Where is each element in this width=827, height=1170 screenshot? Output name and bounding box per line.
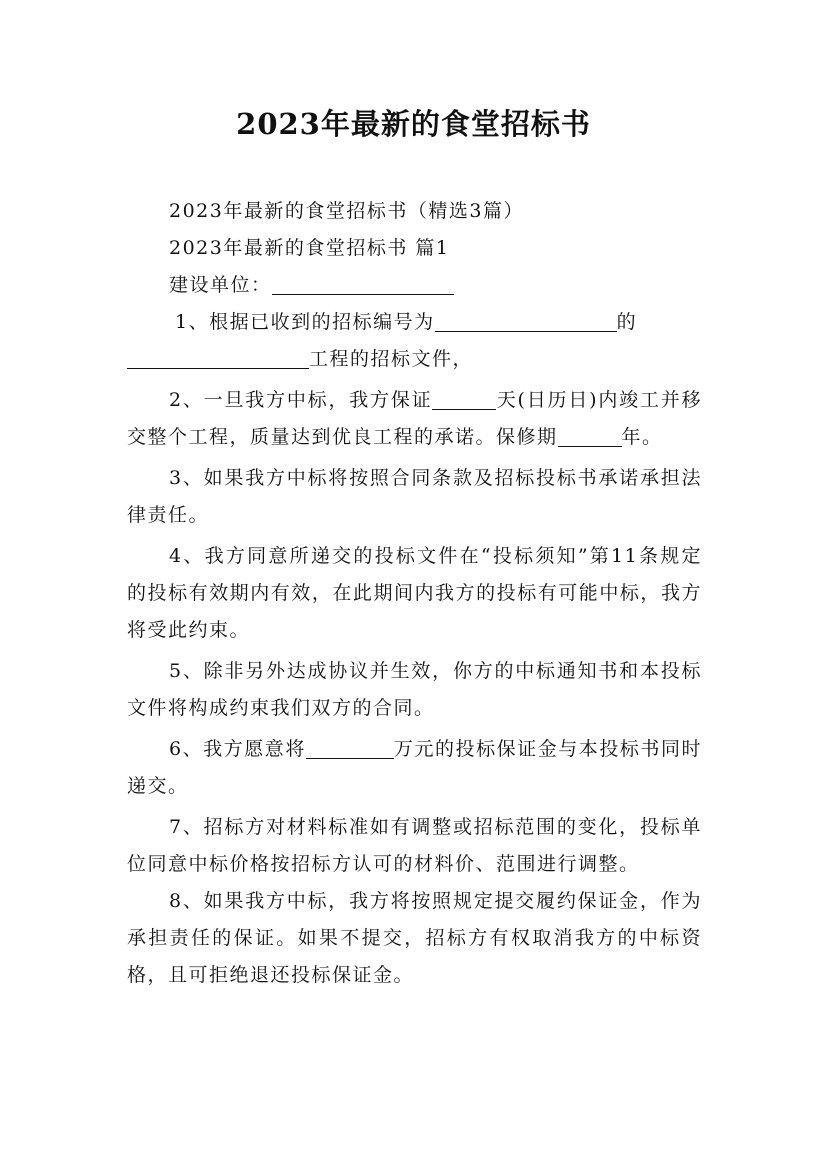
item-8: 8、如果我方中标，我方将按照规定提交履约保证金，作为承担责任的保证。如果不提交，招标方有权取消我方的中标资格，且可拒绝退还投标保证金。 [127, 890, 702, 986]
warranty-years-blank [558, 445, 622, 447]
builder-label: 建设单位： [169, 274, 272, 296]
project-name-blank [127, 367, 309, 369]
document-title: 2023年最新的食堂招标书 [236, 107, 591, 141]
item-2-text-b: 天(日历日)内竣工并移交整个工程，质量达到优良工程的承诺。保修期 [127, 389, 703, 448]
item-1 [127, 304, 702, 378]
bid-number-blank [435, 330, 617, 332]
days-blank [432, 408, 496, 410]
item-2 [127, 382, 702, 456]
item-1-text-b: 的 [616, 311, 638, 333]
item-6-text-b: 万元的投标保证金与本投标书同时递交。 [127, 738, 702, 797]
item-7: 7、招标方对材料标准如有调整或招标范围的变化，投标单位同意中标价格按招标方认可的材料价、范围进行调整。 [127, 816, 702, 875]
item-6-text-a: 6、我方愿意将 [169, 738, 306, 760]
item-1-text-a: 1、根据已收到的招标编号为 [175, 311, 435, 333]
builder-blank [272, 293, 454, 295]
section-heading: 2023年最新的食堂招标书 篇1 [169, 237, 450, 259]
item-2-text-a: 2、一旦我方中标，我方保证 [169, 389, 433, 411]
item-6 [127, 731, 702, 805]
item-2-text-c: 年。 [621, 426, 663, 448]
builder-line [127, 267, 702, 304]
subtitle-line: 2023年最新的食堂招标书（精选3篇） [169, 200, 524, 222]
document-body [127, 193, 702, 994]
item-5: 5、除非另外达成协议并生效，你方的中标通知书和本投标文件将构成约束我们双方的合同。 [127, 660, 702, 719]
item-1-text-c: 工程的招标文件， [309, 348, 474, 370]
deposit-amount-blank [306, 757, 394, 759]
item-3: 3、如果我方中标将按照合同条款及招标投标书承诺承担法律责任。 [127, 467, 702, 526]
item-4: 4、我方同意所递交的投标文件在“投标须知”第11条规定的投标有效期内有效，在此期间内我方的投标有可能中标，我方将受此约束。 [127, 545, 702, 641]
